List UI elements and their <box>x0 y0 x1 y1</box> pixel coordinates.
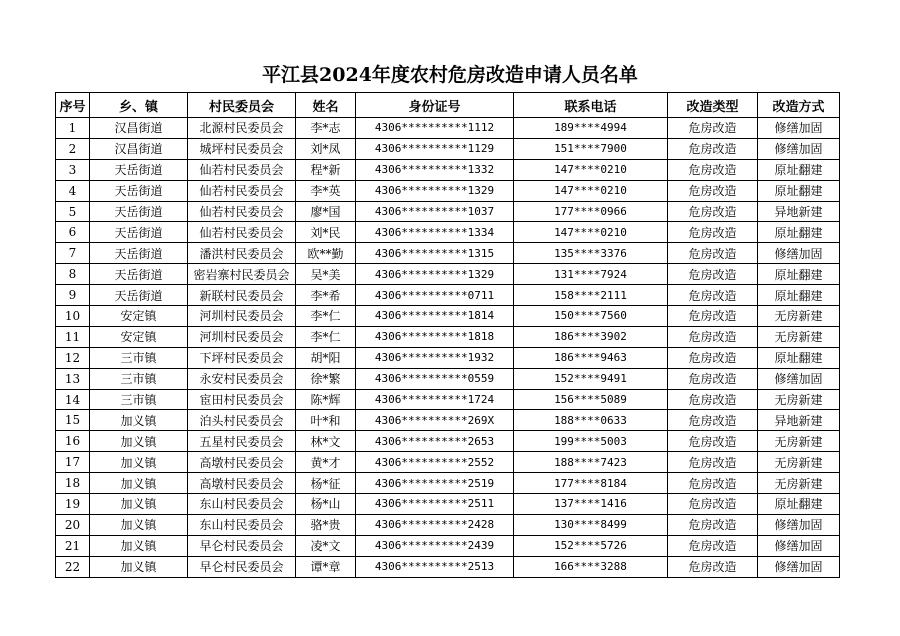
seq-cell: 3 <box>56 159 90 180</box>
seq-cell: 18 <box>56 473 90 494</box>
renovation-type-cell: 危房改造 <box>668 222 758 243</box>
name-cell: 林*文 <box>296 431 356 452</box>
village-committee-cell: 河圳村民委员会 <box>188 306 296 327</box>
renovation-method-cell: 异地新建 <box>758 201 840 222</box>
township-cell: 三市镇 <box>90 347 188 368</box>
id-number-header: 身份证号 <box>356 93 514 118</box>
phone-cell: 189****4994 <box>514 118 668 139</box>
renovation-method-cell: 修缮加固 <box>758 514 840 535</box>
township-cell: 天岳街道 <box>90 243 188 264</box>
township-cell: 安定镇 <box>90 326 188 347</box>
village-committee-cell: 高墩村民委员会 <box>188 473 296 494</box>
phone-cell: 147****0210 <box>514 222 668 243</box>
renovation-method-cell: 修缮加固 <box>758 556 840 577</box>
id-number-cell: 4306**********2552 <box>356 452 514 473</box>
renovation-method-cell: 无房新建 <box>758 326 840 347</box>
renovation-type-cell: 危房改造 <box>668 431 758 452</box>
renovation-method-cell: 无房新建 <box>758 473 840 494</box>
renovation-method-cell: 修缮加固 <box>758 368 840 389</box>
table-row <box>56 473 840 494</box>
phone-cell: 188****7423 <box>514 452 668 473</box>
phone-cell: 130****8499 <box>514 514 668 535</box>
village-committee-cell: 宦田村民委员会 <box>188 389 296 410</box>
renovation-type-cell: 危房改造 <box>668 410 758 431</box>
village-committee-cell: 仙若村民委员会 <box>188 222 296 243</box>
village-committee-cell: 东山村民委员会 <box>188 514 296 535</box>
name-header: 姓名 <box>296 93 356 118</box>
renovation-type-header: 改造类型 <box>668 93 758 118</box>
township-cell: 天岳街道 <box>90 180 188 201</box>
table-row <box>56 535 840 556</box>
seq-cell: 19 <box>56 494 90 515</box>
id-number-cell: 4306**********1129 <box>356 138 514 159</box>
seq-cell: 12 <box>56 347 90 368</box>
township-cell: 天岳街道 <box>90 201 188 222</box>
name-cell: 叶*和 <box>296 410 356 431</box>
table-body <box>56 118 840 578</box>
village-committee-cell: 潘洪村民委员会 <box>188 243 296 264</box>
township-cell: 安定镇 <box>90 306 188 327</box>
seq-cell: 4 <box>56 180 90 201</box>
renovation-method-cell: 原址翻建 <box>758 159 840 180</box>
renovation-method-cell: 原址翻建 <box>758 285 840 306</box>
name-cell: 黄*才 <box>296 452 356 473</box>
seq-cell: 15 <box>56 410 90 431</box>
id-number-cell: 4306**********1724 <box>356 389 514 410</box>
township-cell: 汉昌街道 <box>90 118 188 139</box>
township-cell: 天岳街道 <box>90 285 188 306</box>
table-row <box>56 138 840 159</box>
village-committee-cell: 仙若村民委员会 <box>188 180 296 201</box>
village-committee-cell: 城坪村民委员会 <box>188 138 296 159</box>
name-cell: 李*志 <box>296 118 356 139</box>
name-cell: 徐*繁 <box>296 368 356 389</box>
name-cell: 廖*国 <box>296 201 356 222</box>
renovation-type-cell: 危房改造 <box>668 473 758 494</box>
seq-cell: 6 <box>56 222 90 243</box>
township-cell: 加义镇 <box>90 556 188 577</box>
name-cell: 刘*民 <box>296 222 356 243</box>
phone-cell: 177****8184 <box>514 473 668 494</box>
table-row <box>56 347 840 368</box>
name-cell: 李*英 <box>296 180 356 201</box>
renovation-method-cell: 修缮加固 <box>758 118 840 139</box>
phone-cell: 151****7900 <box>514 138 668 159</box>
township-cell: 加义镇 <box>90 514 188 535</box>
id-number-cell: 4306**********0711 <box>356 285 514 306</box>
seq-cell: 13 <box>56 368 90 389</box>
village-committee-cell: 早仑村民委员会 <box>188 535 296 556</box>
township-cell: 加义镇 <box>90 431 188 452</box>
id-number-cell: 4306**********1332 <box>356 159 514 180</box>
table-row <box>56 180 840 201</box>
seq-cell: 16 <box>56 431 90 452</box>
applicant-table <box>55 92 840 578</box>
renovation-method-cell: 无房新建 <box>758 452 840 473</box>
id-number-cell: 4306**********1112 <box>356 118 514 139</box>
table-row <box>56 389 840 410</box>
phone-cell: 152****5726 <box>514 535 668 556</box>
seq-cell: 5 <box>56 201 90 222</box>
name-cell: 李*仁 <box>296 326 356 347</box>
name-cell: 李*仁 <box>296 306 356 327</box>
table-row <box>56 452 840 473</box>
phone-header: 联系电话 <box>514 93 668 118</box>
seq-cell: 1 <box>56 118 90 139</box>
village-committee-cell: 早仑村民委员会 <box>188 556 296 577</box>
village-committee-cell: 仙若村民委员会 <box>188 201 296 222</box>
id-number-cell: 4306**********2511 <box>356 494 514 515</box>
name-cell: 杨*山 <box>296 494 356 515</box>
table-header-row <box>56 93 840 118</box>
village-committee-cell: 密岩寨村民委员会 <box>188 264 296 285</box>
renovation-type-cell: 危房改造 <box>668 201 758 222</box>
phone-cell: 135****3376 <box>514 243 668 264</box>
id-number-cell: 4306**********1329 <box>356 180 514 201</box>
township-header: 乡、镇 <box>90 93 188 118</box>
table-row <box>56 118 840 139</box>
seq-cell: 17 <box>56 452 90 473</box>
phone-cell: 156****5089 <box>514 389 668 410</box>
township-cell: 天岳街道 <box>90 222 188 243</box>
seq-cell: 20 <box>56 514 90 535</box>
renovation-type-cell: 危房改造 <box>668 535 758 556</box>
name-cell: 谭*章 <box>296 556 356 577</box>
renovation-type-cell: 危房改造 <box>668 264 758 285</box>
table-row <box>56 326 840 347</box>
id-number-cell: 4306**********1818 <box>356 326 514 347</box>
village-committee-cell: 下坪村民委员会 <box>188 347 296 368</box>
document-title: 平江县2024年度农村危房改造申请人员名单 <box>262 64 638 86</box>
table-row <box>56 159 840 180</box>
id-number-cell: 4306**********0559 <box>356 368 514 389</box>
township-cell: 加义镇 <box>90 452 188 473</box>
id-number-cell: 4306**********2513 <box>356 556 514 577</box>
seq-cell: 7 <box>56 243 90 264</box>
id-number-cell: 4306**********2519 <box>356 473 514 494</box>
id-number-cell: 4306**********1814 <box>356 306 514 327</box>
township-cell: 三市镇 <box>90 368 188 389</box>
name-cell: 凌*文 <box>296 535 356 556</box>
name-cell: 程*新 <box>296 159 356 180</box>
village-committee-header: 村民委员会 <box>188 93 296 118</box>
renovation-type-cell: 危房改造 <box>668 326 758 347</box>
phone-cell: 158****2111 <box>514 285 668 306</box>
table-row <box>56 410 840 431</box>
renovation-method-cell: 无房新建 <box>758 389 840 410</box>
village-committee-cell: 永安村民委员会 <box>188 368 296 389</box>
seq-cell: 2 <box>56 138 90 159</box>
renovation-type-cell: 危房改造 <box>668 180 758 201</box>
village-committee-cell: 新联村民委员会 <box>188 285 296 306</box>
renovation-type-cell: 危房改造 <box>668 118 758 139</box>
phone-cell: 188****0633 <box>514 410 668 431</box>
phone-cell: 131****7924 <box>514 264 668 285</box>
id-number-cell: 4306**********1315 <box>356 243 514 264</box>
renovation-method-cell: 异地新建 <box>758 410 840 431</box>
name-cell: 骆*贵 <box>296 514 356 535</box>
phone-cell: 177****0966 <box>514 201 668 222</box>
table-row <box>56 556 840 577</box>
seq-cell: 8 <box>56 264 90 285</box>
township-cell: 三市镇 <box>90 389 188 410</box>
table-row <box>56 306 840 327</box>
table-row <box>56 243 840 264</box>
name-cell: 胡*阳 <box>296 347 356 368</box>
seq-cell: 9 <box>56 285 90 306</box>
phone-cell: 150****7560 <box>514 306 668 327</box>
township-cell: 天岳街道 <box>90 159 188 180</box>
renovation-type-cell: 危房改造 <box>668 243 758 264</box>
name-cell: 刘*凤 <box>296 138 356 159</box>
phone-cell: 186****9463 <box>514 347 668 368</box>
renovation-method-cell: 修缮加固 <box>758 535 840 556</box>
seq-cell: 11 <box>56 326 90 347</box>
village-committee-cell: 高墩村民委员会 <box>188 452 296 473</box>
phone-cell: 147****0210 <box>514 159 668 180</box>
name-cell: 陈*辉 <box>296 389 356 410</box>
id-number-cell: 4306**********1334 <box>356 222 514 243</box>
renovation-method-header: 改造方式 <box>758 93 840 118</box>
renovation-method-cell: 原址翻建 <box>758 347 840 368</box>
phone-cell: 199****5003 <box>514 431 668 452</box>
renovation-type-cell: 危房改造 <box>668 347 758 368</box>
renovation-method-cell: 原址翻建 <box>758 264 840 285</box>
id-number-cell: 4306**********1329 <box>356 264 514 285</box>
renovation-type-cell: 危房改造 <box>668 285 758 306</box>
phone-cell: 137****1416 <box>514 494 668 515</box>
renovation-type-cell: 危房改造 <box>668 514 758 535</box>
township-cell: 加义镇 <box>90 473 188 494</box>
renovation-method-cell: 原址翻建 <box>758 222 840 243</box>
seq-cell: 21 <box>56 535 90 556</box>
id-number-cell: 4306**********2428 <box>356 514 514 535</box>
phone-cell: 147****0210 <box>514 180 668 201</box>
renovation-type-cell: 危房改造 <box>668 306 758 327</box>
table-row <box>56 494 840 515</box>
township-cell: 加义镇 <box>90 494 188 515</box>
phone-cell: 152****9491 <box>514 368 668 389</box>
village-committee-cell: 仙若村民委员会 <box>188 159 296 180</box>
id-number-cell: 4306**********269X <box>356 410 514 431</box>
renovation-type-cell: 危房改造 <box>668 368 758 389</box>
renovation-method-cell: 修缮加固 <box>758 138 840 159</box>
village-committee-cell: 河圳村民委员会 <box>188 326 296 347</box>
table-row <box>56 285 840 306</box>
renovation-type-cell: 危房改造 <box>668 494 758 515</box>
table-row <box>56 222 840 243</box>
renovation-method-cell: 原址翻建 <box>758 180 840 201</box>
village-committee-cell: 北源村民委员会 <box>188 118 296 139</box>
seq-cell: 14 <box>56 389 90 410</box>
name-cell: 李*希 <box>296 285 356 306</box>
id-number-cell: 4306**********1037 <box>356 201 514 222</box>
table-row <box>56 431 840 452</box>
seq-cell: 22 <box>56 556 90 577</box>
phone-cell: 166****3288 <box>514 556 668 577</box>
id-number-cell: 4306**********1932 <box>356 347 514 368</box>
name-cell: 欧**勤 <box>296 243 356 264</box>
renovation-method-cell: 无房新建 <box>758 306 840 327</box>
township-cell: 汉昌街道 <box>90 138 188 159</box>
village-committee-cell: 五星村民委员会 <box>188 431 296 452</box>
seq-cell: 10 <box>56 306 90 327</box>
id-number-cell: 4306**********2653 <box>356 431 514 452</box>
renovation-method-cell: 无房新建 <box>758 431 840 452</box>
renovation-type-cell: 危房改造 <box>668 138 758 159</box>
renovation-type-cell: 危房改造 <box>668 389 758 410</box>
renovation-method-cell: 原址翻建 <box>758 494 840 515</box>
name-cell: 杨*征 <box>296 473 356 494</box>
village-committee-cell: 东山村民委员会 <box>188 494 296 515</box>
township-cell: 天岳街道 <box>90 264 188 285</box>
table-row <box>56 264 840 285</box>
table-row <box>56 201 840 222</box>
village-committee-cell: 泊头村民委员会 <box>188 410 296 431</box>
renovation-type-cell: 危房改造 <box>668 159 758 180</box>
name-cell: 吴*美 <box>296 264 356 285</box>
phone-cell: 186****3902 <box>514 326 668 347</box>
renovation-type-cell: 危房改造 <box>668 452 758 473</box>
id-number-cell: 4306**********2439 <box>356 535 514 556</box>
seq-header: 序号 <box>56 93 90 118</box>
renovation-type-cell: 危房改造 <box>668 556 758 577</box>
table-row <box>56 514 840 535</box>
table-row <box>56 368 840 389</box>
renovation-method-cell: 修缮加固 <box>758 243 840 264</box>
township-cell: 加义镇 <box>90 410 188 431</box>
township-cell: 加义镇 <box>90 535 188 556</box>
